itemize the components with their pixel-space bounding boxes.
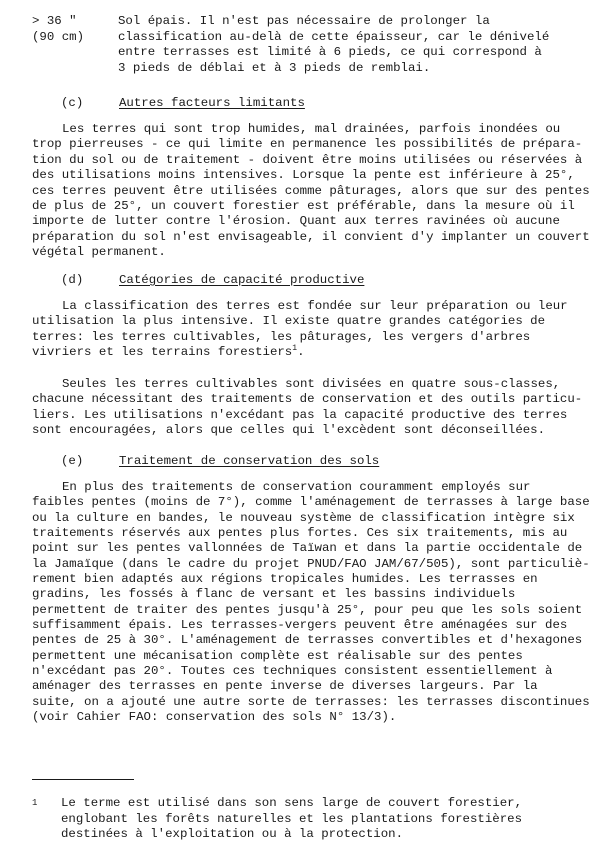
section-d-body-1-text: La classification des terres est fondée sur leur préparation ou leur utilisation la plus intensive. Il existe quatre grandes catégories de terres: les terres cultivables, les pâturages, les vergers d'arbres vivriers et les terrains forestiers (32, 299, 568, 360)
depth-description: Sol épais. Il n'est pas nécessaire de prolonger la classification au-delà de cette épaisseur, car le dénivelé entre terrasses est limité à 6 pieds, ce qui correspond à 3 pieds de déblai et à 3 pieds de remblai. (118, 14, 550, 75)
section-e-title: Traitement de conservation des sols (119, 454, 380, 468)
section-d-letter: (d) (61, 273, 84, 287)
footnote-separator (32, 779, 134, 780)
section-e-letter: (e) (61, 454, 84, 468)
section-d-body-1 (32, 299, 568, 361)
depth-label-cm: (90 cm) (32, 30, 85, 44)
section-d-body-2: Seules les terres cultivables sont divisées en quatre sous-classes, chacune nécessitant des traitements de conservation et des outils particu- liers. Les utilisations n'excédant pas la capacité productive des terres sont encouragées, alors que celles qui l'excèdent sont déconseillées. (32, 377, 583, 438)
section-e-body: En plus des traitements de conservation couramment employés sur faibles pentes (moins de 7°), comme l'aménagement de terrasses à large base ou la culture en bandes, le nouveau système de classification intègre six traitements réservés aux pentes plus fortes. Ces six traitements, mis au point sur les pentes vallonnées de Taïwan et dans la partie occidentale de la Jamaïque (dans le cadre du projet PNUD/FAO JAM/67/505), sont particuliè- rement bien adaptés aux régions tropicales humides. Les terrasses en gradins, les fossés à flanc de versant et les bassins individuels permettent de traiter des pentes jusqu'à 25°, pour peu que les sols soient suffisamment épais. Les terrasses-vergers peuvent être aménagées sur des pentes de 25 à 30°. L'aménagement de terrasses convertibles et d'hexagones permettent une mécanisation complète est réalisable sur des pentes n'excédant pas 20°. Toutes ces techniques consistent essentiellement à aménager des terrasses en pente inverse de diverses largeurs. Par la suite, on a ajouté une autre sorte de terrasses: les terrasses discontinues (voir Cahier FAO: conservation des sols N° 13/3). (32, 480, 590, 725)
depth-label-inches: > 36 " (32, 14, 77, 28)
footnote-reference: 1 (292, 344, 298, 354)
section-d-body-1-end: . (297, 345, 305, 360)
section-c-title: Autres facteurs limitants (119, 96, 305, 110)
section-d-title: Catégories de capacité productive (119, 273, 365, 287)
footnote-marker: 1 (32, 798, 38, 808)
section-c-body: Les terres qui sont trop humides, mal drainées, parfois inondées ou trop pierreuses - ce qui limite en permanence les possibilités de prépara- tion du sol ou de traitement - doivent être moins utilisées ou réservées à des utilisations moins intensives. Lorsque la pente est inférieure à 25°, ces terres peuvent être utilisées comme pâturages, alors que sur des pentes de plus de 25°, un couvert forestier est préférable, dans la mesure où il importe de lutter contre l'érosion. Quant aux terres ravinées où aucune préparation du sol n'est envisageable, il convient d'y implanter un couvert végétal permanent. (32, 122, 590, 260)
footnote-text: Le terme est utilisé dans son sens large de couvert forestier, englobant les forêts naturelles et les plantations forestières destinées à l'exploitation ou à la protection. (61, 796, 523, 842)
section-c-letter: (c) (61, 96, 84, 110)
